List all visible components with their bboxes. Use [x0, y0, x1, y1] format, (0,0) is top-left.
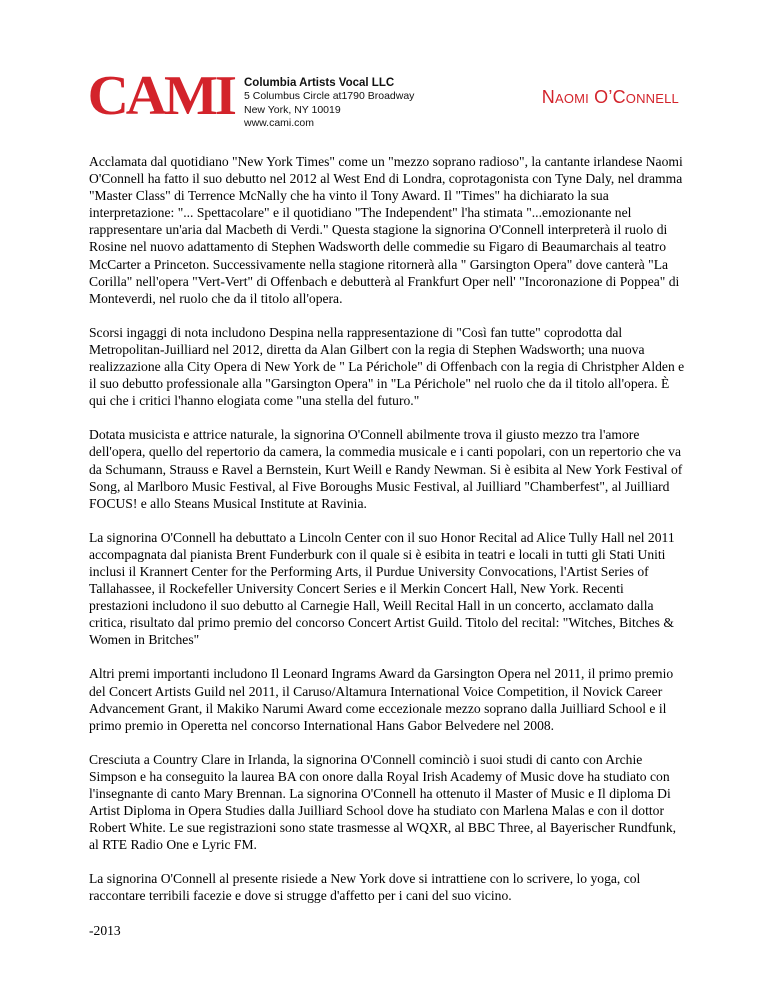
bio-paragraph-2: Scorsi ingaggi di nota includono Despina nella rappresentazione di "Così fan tutte" coprodotta dal Metropolitan-Juilliard nel 2012, diretta da Alan Gilbert con la regia di Stephen Wadsworth; una nuova realizzazione alla City Opera di New York de " La Périchole" di Offenbach con la regia di Christpher Alden e il suo debutto professionale alla "Garsington Opera" in "La Périchole" nel ruolo che da il titolo all'opera. È qui che i critici l'hanno elogiata come "una stella del futuro."	[89, 324, 685, 409]
bio-body	[89, 153, 685, 939]
bio-paragraph-3: Dotata musicista e attrice naturale, la signorina O'Connell abilmente trova il giusto mezzo tra l'amore dell'opera, quello del repertorio da camera, la commedia musicale e i canti popolari, con un repertorio che va da Schumann, Strauss e Ravel a Bernstein, Kurt Weill e Randy Newman. Si è esibita al New York Festival of Song, al Marlboro Music Festival, al Five Boroughs Music Festival, al Juilliard "Chamberfest", al Juilliard FOCUS! e allo Steans Musical Institute at Ravinia.	[89, 427, 683, 511]
website-link[interactable]: www.cami.com	[244, 117, 315, 129]
org-block	[244, 76, 414, 131]
org-name: Columbia Artists Vocal LLC	[244, 77, 395, 89]
bio-paragraph-7: La signorina O'Connell al presente risiede a New York dove si intrattiene con lo scrivere, lo yoga, col raccontare terribili facezie e dove si strugge d'affetto per i cani del suo vicino.	[89, 871, 641, 904]
bio-paragraph-1: Acclamata dal quotidiano "New York Times" come un "mezzo soprano radioso", la cantante irlandese Naomi O'Connell ha fatto il suo debutto nel 2012 al West End di Londra, coprotagonista con Tyne Daly, nel dramma "Master Class" di Terrence McNally che ha vinto il Tony Award. Il "Times" ha dichiarato la sua interpretazione: "... Spettacolare" e il quotidiano "The Independent" l'ha stimata "...emozionante nel rappresentare un'aria dal Macbeth di Verdi." Questa stagione la signorina O'Connell interpreterà il ruolo di Rosine nel nuovo adattamento di Stephen Wadsworth delle commedie su Figaro di Beaumarchais al teatro McCarter a Princeton. Successivamente nella stagione ritornerà alla " Garsington Opera" dove canterà "La Corilla" nell'opera "Vert-Vert" di Offenbach e debutterà al Frankfurt Oper nell' "Incoronazione di Poppea" di Monteverdi, nel ruolo che da il titolo all'opera.	[89, 154, 683, 306]
cami-logo	[89, 66, 233, 126]
bio-paragraph-6: Cresciuta a Country Clare in Irlanda, la signorina O'Connell cominciò i suoi studi di canto con Archie Simpson e ha conseguito la laurea BA con onore dalla Royal Irish Academy of Music dove ha studiato con l'insegnante di canto Mary Brennan. La signorina O'Connell ha ottenuto il Master of Music e Il diploma Di Artist Diploma in Opera Studies dalla Juilliard School dove ha studiato con Marlena Malas e con il dottor Robert White. Le sue registrazioni sono state trasmesse al WQXR, al BBC Three, al Bayerischer Rundfunk, al RTE Radio One e Lyric FM.	[89, 751, 677, 853]
bio-paragraph-4: La signorina O'Connell ha debuttato a Lincoln Center con il suo Honor Recital ad Alice Tully Hall nel 2011 accompagnata dal pianista Brent Funderburk con il quale si è esibita in teatri e locali in tutti gli Stati Uniti inclusi il Krannert Center for the Performing Arts, il Purdue University Convocations, l'Artist Series of Tallahassee, il Rockefeller University Concert Series e il Merkin Concert Hall, New York. Recenti prestazioni includono il suo debutto al Carnegie Hall, Weill Recital Hall in un concerto, acclamato dalla critica, risultato dal primo premio del concorso Concert Artist Guild. Titolo del recital: "Witches, Bitches & Women in Britches"	[89, 529, 675, 648]
logo-text: CAMI	[87, 65, 234, 127]
address-line-1: 5 Columbus Circle at1790 Broadway	[244, 90, 415, 102]
bio-year: -2013	[89, 922, 121, 938]
bio-paragraph-5: Altri premi importanti includono Il Leonard Ingrams Award da Garsington Opera nel 2011, il primo premio del Concert Artists Guild nel 2011, il Caruso/Altamura International Voice Competition, il Novick Career Advancement Grant, il Makiko Narumi Award come eccezionale mezzo soprano dalla Juilliard School e il primo premio in Operetta nel concorso International Hans Gabor Belvedere nel 2008.	[89, 666, 674, 733]
address-line-2: New York, NY 10019	[244, 103, 341, 116]
artist-name: Naomi O’Connell	[541, 87, 679, 107]
